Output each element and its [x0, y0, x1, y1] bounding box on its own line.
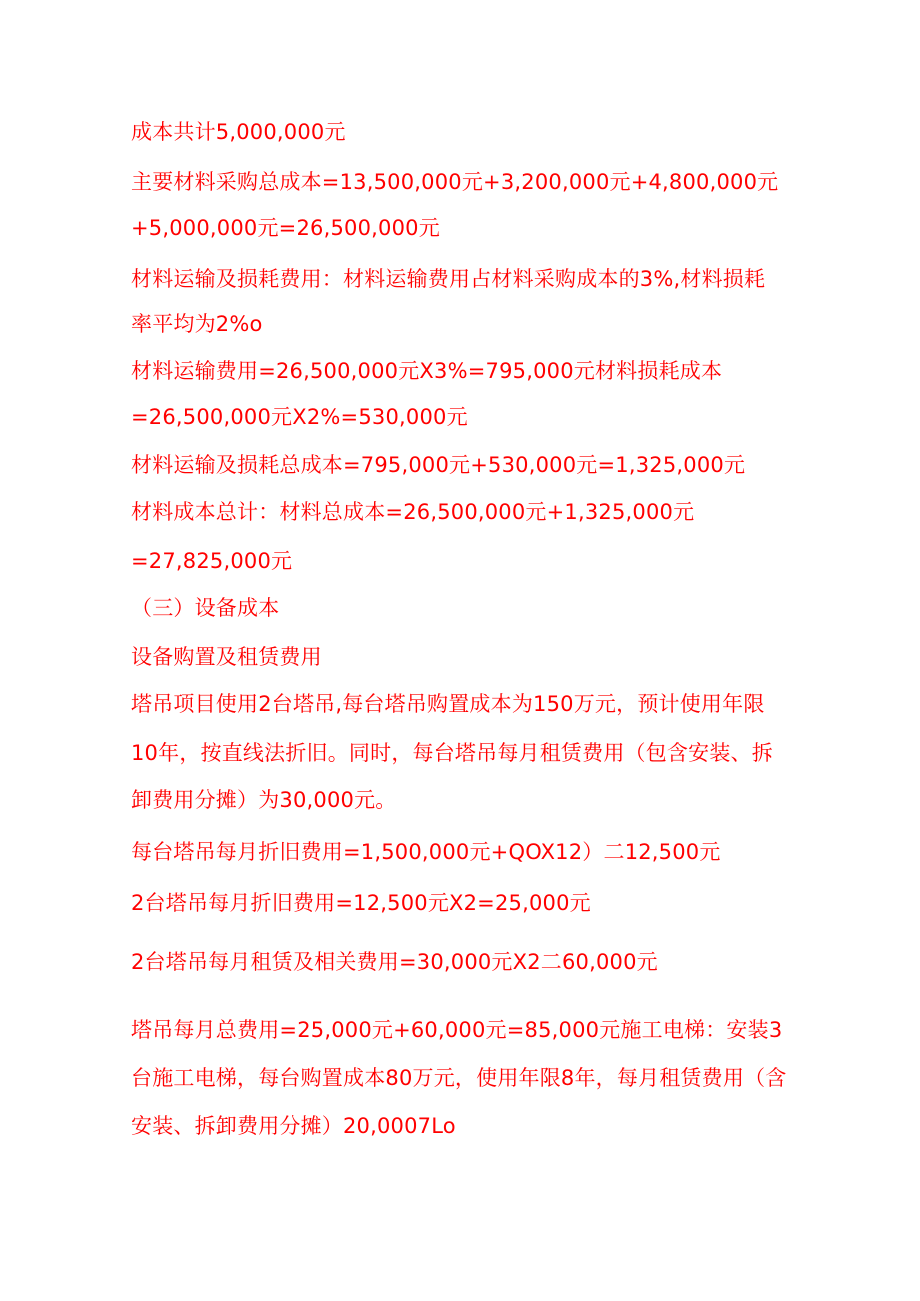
text-line: 成本共计5,000,000元: [131, 120, 346, 144]
text-line: 率平均为2%o: [131, 312, 263, 336]
text-line: 材料运输及损耗总成本=795,000元+530,000元=1,325,000元: [131, 453, 746, 477]
text-line: 塔吊项目使用2台塔吊,每台塔吊购置成本为150万元，预计使用年限: [131, 692, 765, 716]
text-line: 2台塔吊每月租赁及相关费用=30,000元X2二60,000元: [131, 950, 658, 974]
text-line: =26,500,000元X2%=530,000元: [131, 405, 468, 429]
text-line: 台施工电梯，每台购置成本80万元，使用年限8年，每月租赁费用（含: [131, 1066, 787, 1090]
text-line: 设备购置及租赁费用: [131, 645, 322, 669]
text-line: 材料运输及损耗费用：材料运输费用占材料采购成本的3%,材料损耗: [131, 267, 766, 291]
text-line: =27,825,000元: [131, 549, 293, 573]
text-line: 安装、拆卸费用分摊）20,0007Lo: [131, 1114, 456, 1138]
text-line: 每台塔吊每月折旧费用=1,500,000元+QOX12）二12,500元: [131, 840, 721, 864]
text-line: 卸费用分摊）为30,000元。: [131, 788, 397, 812]
text-line: 塔吊每月总费用=25,000元+60,000元=85,000元施工电梯：安装3: [131, 1018, 783, 1042]
text-line: 10年，按直线法折旧。同时，每台塔吊每月租赁费用（包含安装、拆: [131, 741, 773, 765]
text-line: 2台塔吊每月折旧费用=12,500元X2=25,000元: [131, 891, 591, 915]
text-line: 材料运输费用=26,500,000元X3%=795,000元材料损耗成本: [131, 359, 723, 383]
text-line: +5,000,000元=26,500,000元: [131, 216, 440, 240]
section-heading: （三）设备成本: [131, 596, 280, 620]
text-line: 材料成本总计：材料总成本=26,500,000元+1,325,000元: [131, 500, 695, 524]
text-line: 主要材料采购总成本=13,500,000元+3,200,000元+4,800,000元: [131, 170, 779, 194]
